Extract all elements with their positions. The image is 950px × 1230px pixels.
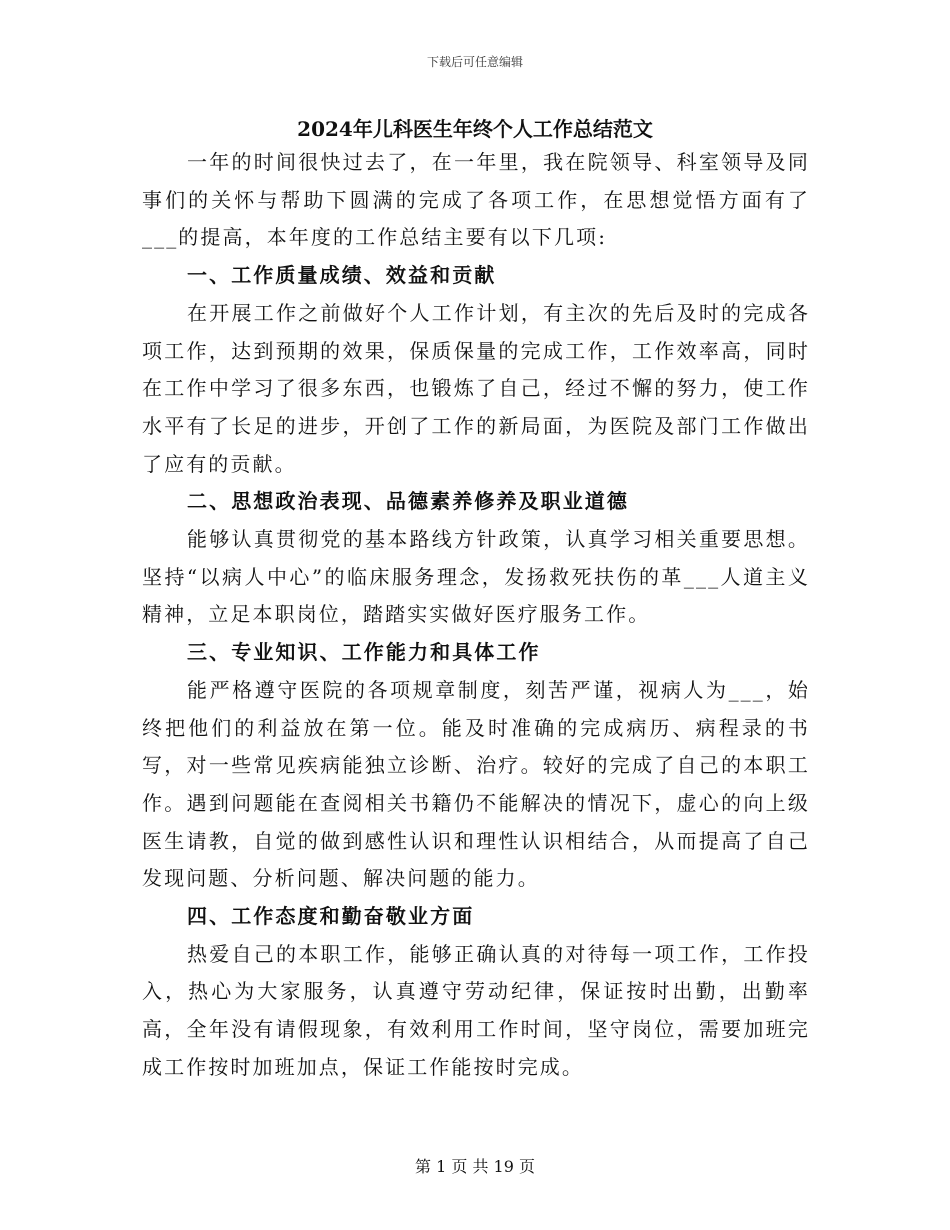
section-heading-4: 四、工作态度和勤奋敬业方面 bbox=[187, 904, 475, 929]
section-heading-3: 三、专业知识、工作能力和具体工作 bbox=[187, 640, 541, 665]
section-heading-1: 一、工作质量成绩、效益和贡献 bbox=[187, 263, 497, 288]
section-heading-2: 二、思想政治表现、品德素养修养及职业道德 bbox=[187, 489, 629, 514]
section-paragraph-1: 在开展工作之前做好个人工作计划，有主次的先后及时的完成各项工作，达到预期的效果，保质保量的完成工作，工作效率高，同时在工作中学习了很多东西，也锻炼了自己，经过不懈的努力，使工作水平有了长足的进步，开创了工作的新局面，为医院及部门工作做出了应有的贡献。 bbox=[142, 300, 810, 476]
section-paragraph-3: 能严格遵守医院的各项规章制度，刻苦严谨，视病人为___，始终把他们的利益放在第一位。能及时准确的完成病历、病程录的书写，对一些常见疾病能独立诊断、治疗。较好的完成了自己的本职工作。遇到问题能在查阅相关书籍仍不能解决的情况下，虚心的向上级医生请教，自觉的做到感性认识和理性认识相结合，从而提高了自己发现问题、分析问题、解决问题的能力。 bbox=[142, 677, 810, 891]
intro-paragraph: 一年的时间很快过去了，在一年里，我在院领导、科室领导及同事们的关怀与帮助下圆满的完成了各项工作，在思想觉悟方面有了___的提高，本年度的工作总结主要有以下几项: bbox=[142, 150, 810, 250]
section-paragraph-4: 热爱自己的本职工作，能够正确认真的对待每一项工作，工作投入，热心为大家服务，认真遵守劳动纪律，保证按时出勤，出勤率高，全年没有请假现象，有效利用工作时间，坚守岗位，需要加班完成工作按时加班加点，保证工作能按时完成。 bbox=[142, 941, 810, 1079]
section-paragraph-2: 能够认真贯彻党的基本路线方针政策，认真学习相关重要思想。坚持“以病人中心”的临床服务理念，发扬救死扶伤的革___人道主义精神，立足本职岗位，踏踏实实做好医疗服务工作。 bbox=[142, 527, 810, 627]
header-note: 下载后可任意编辑 bbox=[426, 55, 523, 69]
document-body bbox=[142, 144, 810, 1087]
document-title: 2024年儿科医生年终个人工作总结范文 bbox=[297, 117, 653, 141]
page-number: 第 1 页 共 19 页 bbox=[415, 1157, 535, 1176]
